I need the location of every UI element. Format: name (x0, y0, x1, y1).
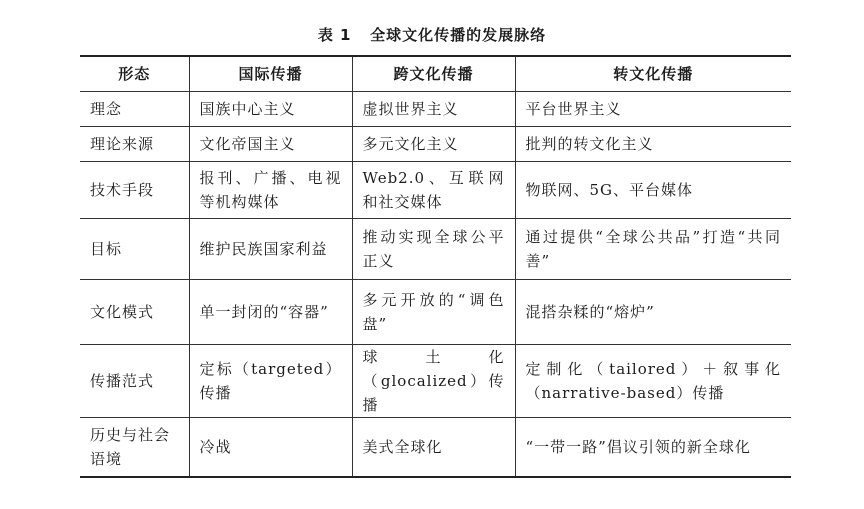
table-cell (189, 418, 352, 478)
cell-text: 定标（targeted）传播 (199, 360, 342, 402)
row-label (80, 280, 189, 345)
table-cell (515, 219, 791, 280)
cell-text: 理念 (90, 100, 123, 118)
table-cell (189, 162, 352, 219)
cell-text: 平台世界主义 (525, 100, 622, 118)
table-row (80, 92, 791, 127)
cell-text: 技术手段 (90, 181, 155, 199)
cell-text: 物联网、5G、平台媒体 (525, 181, 694, 199)
cell-text: 定制化（tailored）＋叙事化（narrative-based）传播 (525, 360, 781, 402)
cell-text: 维护民族国家利益 (199, 240, 328, 258)
cell-text: 理论来源 (90, 135, 155, 153)
cell-text: 通过提供“全球公共品”打造“共同善” (525, 228, 781, 270)
cell-text: 混搭杂糅的“熔炉” (525, 303, 655, 321)
header-form: 形态 (80, 56, 189, 92)
cell-text: 多元文化主义 (362, 135, 459, 153)
cell-text: 报刊、广播、电视等机构媒体 (199, 169, 342, 211)
cell-text: 文化帝国主义 (199, 135, 296, 153)
table-row (80, 127, 791, 162)
cell-text: 目标 (90, 240, 123, 258)
table-row (80, 345, 791, 418)
table-cell (352, 127, 515, 162)
table-cell (352, 418, 515, 478)
row-label (80, 345, 189, 418)
cell-text: 批判的转文化主义 (525, 135, 654, 153)
table-cell (189, 127, 352, 162)
table-cell (352, 92, 515, 127)
table-cell (352, 219, 515, 280)
table-cell (352, 280, 515, 345)
table-cell (515, 127, 791, 162)
table-cell (189, 92, 352, 127)
table-cell (515, 418, 791, 478)
row-label (80, 418, 189, 478)
cell-text: 多元开放的“调色盘” (362, 291, 505, 333)
table-cell (352, 345, 515, 418)
cell-text: 虚拟世界主义 (362, 100, 459, 118)
table-cell (189, 219, 352, 280)
cell-text: 国族中心主义 (199, 100, 296, 118)
header-cross-cultural: 跨文化传播 (352, 56, 515, 92)
cell-text: 历史与社会语境 (90, 426, 171, 468)
row-label (80, 162, 189, 219)
cell-text: 推动实现全球公平正义 (362, 228, 505, 270)
table-cell (515, 92, 791, 127)
row-label (80, 219, 189, 280)
cell-text: 单一封闭的“容器” (199, 303, 329, 321)
cell-text: 传播范式 (90, 372, 155, 390)
cell-text: 冷战 (199, 438, 232, 456)
table-cell (189, 280, 352, 345)
cell-text: 美式全球化 (362, 438, 443, 456)
table-row (80, 418, 791, 478)
cell-text: 文化模式 (90, 303, 155, 321)
table-cell (515, 162, 791, 219)
development-table (80, 55, 791, 478)
table-row (80, 280, 791, 345)
table-row (80, 162, 791, 219)
cell-text: 球土化（glocalized）传播 (362, 348, 505, 414)
table-row (80, 219, 791, 280)
table-header-row (80, 56, 791, 92)
cell-text: “一带一路”倡议引领的新全球化 (525, 438, 751, 456)
row-label (80, 92, 189, 127)
table-cell (352, 162, 515, 219)
table-caption: 表 1 全球文化传播的发展脉络 (317, 26, 547, 44)
header-transcultural: 转文化传播 (515, 56, 791, 92)
table-cell (515, 280, 791, 345)
table-cell (515, 345, 791, 418)
row-label (80, 127, 189, 162)
table-cell (189, 345, 352, 418)
header-international: 国际传播 (189, 56, 352, 92)
cell-text: Web2.0、互联网和社交媒体 (362, 169, 505, 211)
